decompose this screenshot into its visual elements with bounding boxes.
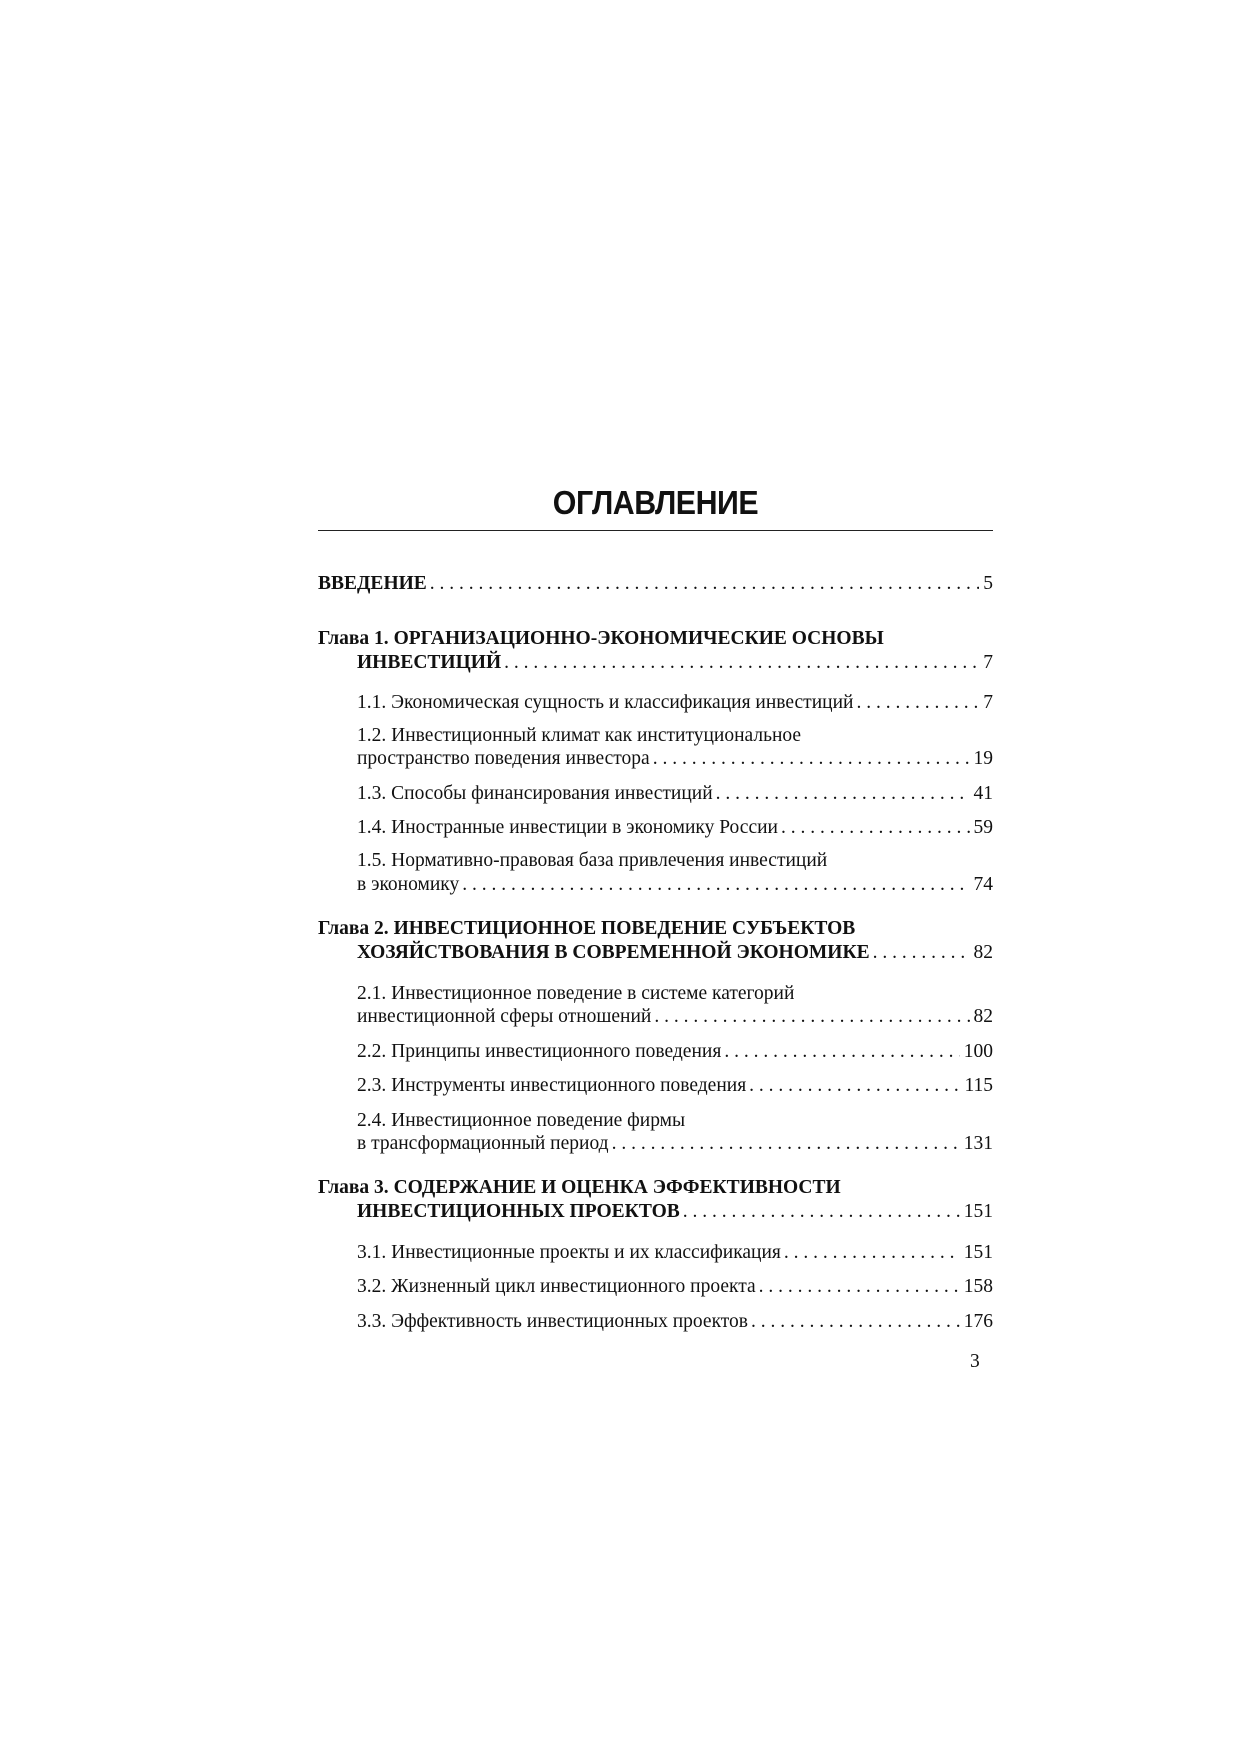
toc-entry-3-1[interactable] <box>357 1241 993 1265</box>
dot-leader <box>504 651 979 675</box>
toc-page-number: 41 <box>973 783 993 804</box>
toc-page-number: 7 <box>983 652 993 673</box>
toc-entry-label: 3.1. Инвестиционные проекты и их классификация <box>357 1242 781 1263</box>
toc-entry-1-5-line1[interactable]: 1.5. Нормативно-правовая база привлечения инвестиций <box>357 850 828 871</box>
dot-leader <box>751 1310 960 1334</box>
dot-leader <box>759 1275 960 1299</box>
toc-entry-2-2[interactable] <box>357 1040 993 1064</box>
dot-leader <box>653 747 970 771</box>
dot-leader <box>873 941 970 965</box>
page-title: ОГЛАВЛЕНИЕ <box>552 484 759 521</box>
toc-entry-label: в трансформационный период <box>357 1133 609 1154</box>
chapter-title: ХОЗЯЙСТВОВАНИЯ В СОВРЕМЕННОЙ ЭКОНОМИКЕ <box>357 942 870 963</box>
dot-leader <box>856 691 979 715</box>
chapter-title: ИНВЕСТИЦИОННОЕ ПОВЕДЕНИЕ СУБЪЕКТОВ <box>393 918 856 939</box>
toc-page-number: 176 <box>963 1311 993 1332</box>
chapter-3-title-line1[interactable] <box>318 1176 841 1200</box>
chapter-prefix: Глава 1. <box>318 628 389 649</box>
toc-entry-1-1[interactable] <box>357 691 993 715</box>
toc-page-number: 7 <box>983 692 993 713</box>
toc-entry-label: ВВЕДЕНИЕ <box>318 573 427 594</box>
chapter-1-title-line1[interactable] <box>318 627 884 651</box>
chapter-title: СОДЕРЖАНИЕ И ОЦЕНКА ЭФФЕКТИВНОСТИ <box>393 1177 841 1198</box>
toc-entry-1-4[interactable] <box>357 816 993 840</box>
dot-leader <box>430 572 979 596</box>
chapter-prefix: Глава 3. <box>318 1177 389 1198</box>
toc-entry-label: 1.1. Экономическая сущность и классификация инвестиций <box>357 692 854 713</box>
toc-entry-label: 1.3. Способы финансирования инвестиций <box>357 783 713 804</box>
toc-page-number: 19 <box>973 748 993 769</box>
chapter-3-title-line2[interactable] <box>357 1200 993 1224</box>
toc-entry-label: 1.4. Иностранные инвестиции в экономику России <box>357 817 778 838</box>
toc-page-number: 5 <box>983 573 993 594</box>
toc-page-number: 82 <box>973 1006 993 1027</box>
toc-page-number: 74 <box>973 874 993 895</box>
chapter-title: ИНВЕСТИЦИЙ <box>357 652 502 673</box>
toc-entry-2-1-line1[interactable]: 2.1. Инвестиционное поведение в системе категорий <box>357 983 795 1004</box>
toc-page-number: 59 <box>973 817 993 838</box>
dot-leader <box>612 1132 960 1156</box>
toc-entry-1-2-line1[interactable]: 1.2. Инвестиционный климат как институциональное <box>357 725 802 746</box>
toc-page-number: 151 <box>963 1201 993 1222</box>
chapter-title: ОРГАНИЗАЦИОННО-ЭКОНОМИЧЕСКИЕ ОСНОВЫ <box>393 628 884 649</box>
toc-entry-label: 3.3. Эффективность инвестиционных проектов <box>357 1311 749 1332</box>
chapter-2-title-line1[interactable] <box>318 917 855 941</box>
toc-entry-label: 3.2. Жизненный цикл инвестиционного проекта <box>357 1276 756 1297</box>
toc-page-number: 82 <box>973 942 993 963</box>
dot-leader <box>781 816 970 840</box>
toc-page-number: 151 <box>963 1242 993 1263</box>
toc-entry-label: пространство поведения инвестора <box>357 748 650 769</box>
dot-leader <box>749 1074 960 1098</box>
dot-leader <box>462 873 969 897</box>
toc-page-number: 100 <box>963 1041 993 1062</box>
toc-entry-1-5[interactable] <box>357 873 993 897</box>
toc-entry-3-3[interactable] <box>357 1310 993 1334</box>
toc-entry-2-1[interactable] <box>357 1005 993 1029</box>
dot-leader <box>683 1200 960 1224</box>
chapter-prefix: Глава 2. <box>318 918 389 939</box>
dot-leader <box>654 1005 969 1029</box>
toc-entry-label: 2.2. Принципы инвестиционного поведения <box>357 1041 722 1062</box>
toc-entry-intro[interactable] <box>318 572 993 596</box>
toc-entry-2-4[interactable] <box>357 1132 993 1156</box>
toc-entry-label: 2.3. Инструменты инвестиционного поведения <box>357 1075 747 1096</box>
dot-leader <box>716 782 970 806</box>
toc-entry-label: инвестиционной сферы отношений <box>357 1006 652 1027</box>
chapter-2-title-line2[interactable] <box>357 941 993 965</box>
toc-entry-1-2[interactable] <box>357 747 993 771</box>
toc-entry-label: в экономику <box>357 874 460 895</box>
toc-page-number: 131 <box>963 1133 993 1154</box>
toc-entry-3-2[interactable] <box>357 1275 993 1299</box>
toc-entry-1-3[interactable] <box>357 782 993 806</box>
toc-entry-2-4-line1[interactable]: 2.4. Инвестиционное поведение фирмы <box>357 1110 686 1131</box>
chapter-1-title-line2[interactable] <box>357 651 993 675</box>
chapter-title: ИНВЕСТИЦИОННЫХ ПРОЕКТОВ <box>357 1201 680 1222</box>
toc-entry-2-3[interactable] <box>357 1074 993 1098</box>
dot-leader <box>724 1040 959 1064</box>
toc-page-number: 115 <box>964 1075 993 1096</box>
page-number: 3 <box>970 1351 980 1372</box>
toc-page-number: 158 <box>963 1276 993 1297</box>
dot-leader <box>784 1241 960 1265</box>
